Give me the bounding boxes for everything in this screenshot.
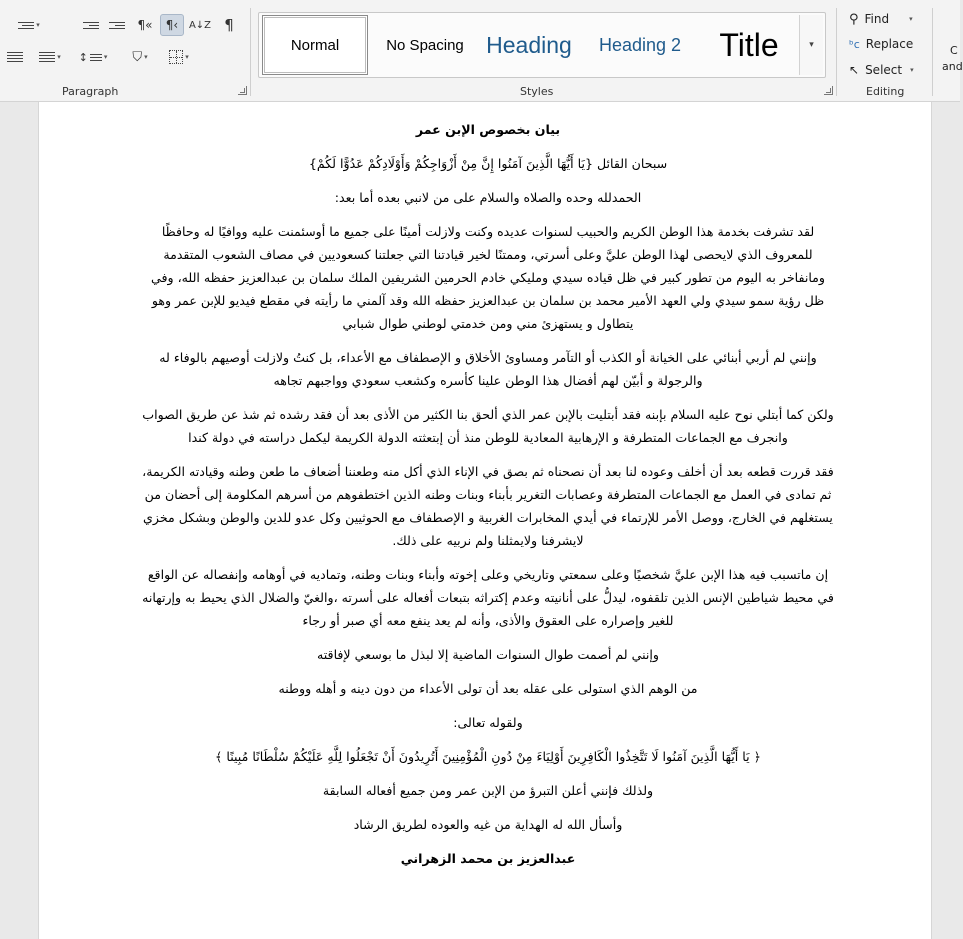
chevron-down-icon: ▾ [185, 53, 189, 61]
paragraph-service[interactable]: لقد تشرفت بخدمة هذا الوطن الكريم والحبيب لسنوات عديده وكنت ولازلت أمينًا على جميع ما أوسئمنت عليه ووافيًا له وحافظًا للمعروف الذي لايحصى لهذا الوطن عليَّ وعلى أسرتي، وممتنًا لخير قيادتنا التي جعلتنا كسعوديين في مصاف الشعوب المتقدمة ومانفاخر به اليوم من تطور كبير في ظل قياده سيدي ومليكي خادم الحرمين الشريفين الملك سلمان بن عبدالعزيز حفظه الله، وفي ظل رؤية سمو سيدي ولي العهد الأمير محمد بن سلمان بن عبدالعزيز حفظه الله وقد آلمني ما رأيته في مقطع فيديو للإبن عمر وهو يتطاول و يستهزئ مني ومن خدمتي لوطني طوال شبابي [150, 224, 826, 331]
select-button[interactable] [849, 60, 914, 80]
distributed-button[interactable] [32, 46, 68, 68]
styles-gallery [258, 12, 826, 78]
line-spacing-icon: ↕ [78, 50, 88, 64]
style-heading-label: Heading [486, 31, 572, 58]
next-group-partial-line1[interactable]: C [950, 44, 958, 57]
chevron-down-icon: ▾ [910, 66, 914, 74]
chevron-down-icon: ▾ [909, 15, 913, 23]
search-icon: ⚲ [849, 11, 859, 27]
replace-button[interactable] [849, 34, 913, 54]
replace-label: Replace [865, 37, 914, 51]
find-label: Find [864, 12, 890, 26]
paragraph-upbringing[interactable]: وإنني لم أربي أبنائي على الخيانة أو الكذب أو التآمر ومساوئ الأخلاق و الإصطفاف مع الأعداء، بل كنتُ ولازلت أوصيهم بالوفاء له والرجولة و أبيّن لهم أفضال هذا الوطن علينا كأسره وكشعب سعودي وواجبهم تجاهه [159, 350, 817, 388]
styles-more-button[interactable] [799, 15, 823, 75]
document-signature[interactable]: عبدالعزيز بن محمد الزهراني [400, 851, 576, 866]
chevron-down-icon: ▾ [809, 40, 814, 50]
paragraph-illusion[interactable]: من الوهم الذي استولى على عقله بعد أن تولى الأعداء من دون دينه و أهله ووطنه [278, 681, 698, 696]
paragraph-verse-1[interactable]: سبحان القائل {يَا أَيُّهَا الَّذِينَ آمَنُوا إِنَّ مِنْ أَزْوَاجِكُمْ وَأَوْلَادِكُمْ عَدُوًّا لَكُمْ} [308, 156, 668, 171]
paragraph-silence[interactable]: وإنني لم أصمت طوال السنوات الماضية إلا لبذل ما بوسعي لإفاقته [317, 647, 659, 662]
show-formatting-button[interactable] [218, 14, 240, 36]
ltr-direction-button[interactable] [134, 14, 156, 36]
distributed-icon [39, 52, 55, 62]
style-heading-2[interactable] [585, 15, 695, 75]
paragraph-consequences[interactable]: إن ماتسبب فيه هذا الإبن عليَّ شخصيًا وعلى سمعتي وتاريخي وعلى إخوته وأبناء وبنات وطنه، وتماديه في أوهامه وإنفصاله عن الواقع في محيط شياطين الإنس الذين تلقفوه، ليدلُّ على أنانيته وعدم إكتراثه بتبعات أفعاله على أسرته ،والغيّ والضلال الذي يحيط به وإرتهانه للغير وإصراره على العقوق والأذى، وأنه لم يعد ينفع معه أي صبر أو رجاء [142, 567, 834, 628]
paragraph-disavowal[interactable]: ولذلك فإنني أعلن التبرؤ من الإبن عمر ومن جميع أفعاله السابقة [322, 783, 654, 798]
document-body[interactable] [141, 118, 835, 881]
rtl-direction-icon: ¶‹ [165, 18, 179, 32]
paragraph-verse-2[interactable]: ﴿ يَا أَيُّهَا الَّذِينَ آمَنُوا لَا تَتَّخِذُوا الْكَافِرِينَ أَوْلِيَاءَ مِنْ دُونِ الْمُؤْمِنِينَ أَتُرِيدُونَ أَنْ تَجْعَلُوا لِلَّهِ عَلَيْكُمْ سُلْطَانًا مُبِينًا ﴾ [214, 749, 762, 764]
style-title-label: Title [719, 26, 779, 63]
chevron-down-icon: ▾ [103, 53, 108, 61]
borders-icon [169, 50, 183, 64]
next-group-partial-line2[interactable]: and [942, 60, 963, 73]
document-title[interactable]: بيان بخصوص الإبن عمر [415, 122, 561, 137]
multilevel-list-button[interactable] [8, 14, 50, 36]
document-area[interactable] [0, 102, 960, 939]
justify-icon [7, 52, 23, 62]
paragraph-prayer[interactable]: وأسأل الله له الهداية من غيه والعوده لطريق الرشاد [353, 817, 623, 832]
paint-bucket-icon: ⛉ [132, 49, 143, 65]
styles-dialog-launcher-icon[interactable] [824, 86, 833, 95]
pilcrow-icon: ¶ [224, 16, 234, 34]
ribbon [0, 0, 963, 102]
style-no-spacing[interactable] [373, 15, 477, 75]
style-normal-label: Normal [290, 36, 340, 54]
increase-indent-button[interactable] [106, 14, 128, 36]
paragraph-quote-intro[interactable]: ولقوله تعالى: [453, 715, 523, 730]
line-spacing-button[interactable] [76, 46, 110, 68]
rtl-direction-button[interactable] [160, 14, 184, 36]
style-heading[interactable] [479, 15, 579, 75]
group-divider [932, 8, 933, 96]
select-label: Select [865, 63, 903, 77]
group-divider [836, 8, 837, 96]
decrease-indent-button[interactable] [80, 14, 102, 36]
style-no-spacing-label: No Spacing [386, 36, 464, 54]
paragraph-dialog-launcher-icon[interactable] [238, 86, 247, 95]
style-normal[interactable] [262, 15, 368, 75]
editing-group-label: Editing [866, 85, 905, 98]
sort-icon: A↓Z [188, 19, 212, 31]
paragraph-group-label: Paragraph [62, 85, 119, 98]
ltr-direction-icon: ¶« [137, 18, 153, 32]
sort-button[interactable] [188, 14, 212, 36]
style-heading-2-label: Heading 2 [598, 34, 682, 55]
borders-button[interactable] [162, 46, 196, 68]
chevron-down-icon: ▾ [144, 53, 148, 61]
shading-button[interactable] [122, 46, 158, 68]
replace-icon: ᵇc [849, 37, 860, 51]
increase-indent-icon [109, 22, 125, 29]
paragraph-opening[interactable]: الحمدلله وحده والصلاه والسلام على من لانبي بعده أما بعد: [334, 190, 642, 205]
chevron-down-icon: ▾ [36, 21, 40, 29]
paragraph-affliction[interactable]: ولكن كما أبتلي نوح عليه السلام بإبنه فقد أبتليت بالإبن عمر الذي ألحق بنا الكثير من الأذى بعد أن فقد رشده ثم شذ عن طريق الصواب وانجرف مع الجماعات المتطرفة و الإرهابية المعادية للوطن منذ أن إبتعثته الدولة الكريمة ليكمل دراسته في دولة كندا [142, 407, 834, 445]
style-title[interactable] [699, 15, 799, 75]
cursor-arrow-icon: ↖ [849, 63, 860, 77]
decrease-indent-icon [83, 22, 99, 29]
paragraph-decision[interactable]: فقد قررت قطعه بعد أن أخلف وعوده لنا بعد أن نصحناه ثم بصق في الإناء الذي أكل منه وطعننا أضعاف ما طعن وطنه وقيادته الكريمة، ثم تمادى في العمل مع الجماعات المتطرفة وعصابات التغرير بأبناء وبنات وطنه الذين اختطفوهم من أسرهم المكلومة إلى أحضان من يستغلهم في الخارج، ووصل الأمر للإرتماء في أيدي المخابرات الغربية و الإصطفاف مع الحوثيين وكل عدو للدين والوطن وبشكل مخزي لايشرفنا ولايمثلنا ولم نربيه على ذلك. [142, 464, 834, 548]
document-page[interactable] [38, 102, 932, 939]
multilevel-list-icon [18, 22, 34, 29]
styles-group-label: Styles [520, 85, 554, 98]
find-button[interactable] [849, 9, 913, 29]
chevron-down-icon: ▾ [57, 53, 61, 61]
justify-button[interactable] [4, 46, 26, 68]
group-divider [250, 8, 251, 96]
